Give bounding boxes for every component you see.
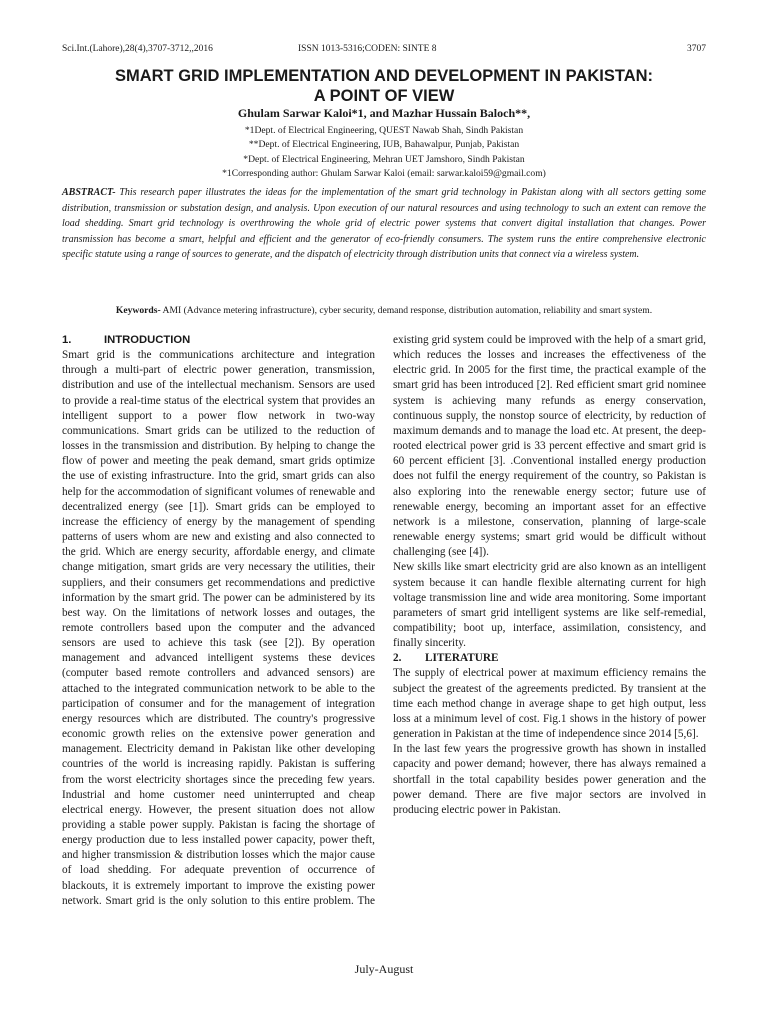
abstract-text: This research paper illustrates the ideas for the implementation of the smart grid technology in Pakistan along with all sectors getting some distribution, transmission or substation design, and analysis. Upon execution of our natural resources and using technology to such an extent can remove the load shedding. Smart grid technology is overthrowing the whole grid of electric power systems that convert digital installation that changes. Power transmission has become a smart, helpful and efficient and the generator of eco-friendly consumers. The system runs the entire comprehensive electronic specific statute using a range of sources to generate, and the dispatch of electricity through distribution units that connect via a wireless system. <box>62 187 706 260</box>
section-heading-literature <box>393 651 706 666</box>
corresponding-author: *1Corresponding author: Ghulam Sarwar Kaloi (email: sarwar.kaloi59@gmail.com) <box>222 168 546 180</box>
section-title: LITERATURE <box>425 652 499 665</box>
abstract <box>62 185 706 263</box>
literature-paragraph-1: The supply of electrical power at maximum efficiency remains the subject the greatest of the agreements predicted. By transient at the time each method change in average shape to get high output, less loss at a minimum level of cost. Fig.1 shows in the history of power generation in Pakistan at the time of independence since 2014 [5,6]. <box>393 667 706 741</box>
running-header <box>62 44 706 58</box>
abstract-label: ABSTRACT- <box>62 187 116 198</box>
page-number: 3707 <box>687 44 706 54</box>
literature-paragraph-2: In the last few years the progressive growth has shown in installed capacity and power demand; however, there has always remained a shortfall in the total capability besides power generation and the power demand. There are five major sectors are involved in producing electric power in Pakistan. <box>393 743 706 816</box>
title-line-1: SMART GRID IMPLEMENTATION AND DEVELOPMENT IN PAKISTAN: <box>114 67 654 85</box>
column-right <box>393 333 706 818</box>
intro-paragraph-1: Smart grid is the communications architecture and integration through a multi-part of electric power generation, transmission, distribution and use of the intellectual mechanism. Sensors are used to provide a real-time status of the electrical system that provides an intelligent support to a power flow network in two-way communications. Smart grids can be utilized to the reduction of losses in the transmission and distribution. By helping to change the flow of power and meeting the peak demand, smart grids optimize the use of existing infrastructure. Into the grid, smart grids can also help for the accommodation of significant volumes of renewable and decentralized energy (see [1]). Smart grids can be employed to increase the efficiency of energy by the management of spending patterns of users whom are new and existing and also connected to the grid. Which are energy security, affordable energy, and climate change mitigation, smart grids are very necessary the utilities, their suppliers, and their consumers get recommendations and predictive information by the smart grid. The power can be administered by its best way. On the limitations of network losses and outages, the remote controllers based upon the computer and the advanced sensors are used to achieve this task (see [2]). By operation management and advanced intelligent systems these devices (computer based remote controllers and advanced sensors) are attached to the integrated communication network to be able to the participation of consumer and for the management of integration energy resources which are distributed. The country's progressive economic growth relies on the extensive power generation and management. Electricity demand in Pakistan like other developing countries of the world is increasing rapidly. Pakistan is suffering from the worst electricity shortages since the preceding few years. Industrial and home customer need uninterrupted and cheap electrical energy. However, the present situation does not allow providing a stable power supply. Pakistan is facing the shortage of energy production due to less installed power capacity, power theft, and higher transmission & distribution losses which the major cause of load shedding. For adequate prevention of occurrence of blackouts, it is extremely important to improve the existing power network. Smart grid is the only solution to this entire problem. The <box>62 349 375 907</box>
affiliations <box>40 124 728 182</box>
section-number: 2. <box>393 652 402 665</box>
paper-title <box>40 66 728 106</box>
affiliation-2: **Dept. of Electrical Engineering, IUB, Bahawalpur, Punjab, Pakistan <box>248 139 520 151</box>
author-list: Ghulam Sarwar Kaloi*1, and Mazhar Hussain Baloch**, <box>237 106 531 120</box>
intro-paragraph-1-continued: existing grid system could be improved with the help of a smart grid, which reduces the losses and increases the effectiveness of the electric grid. In 2005 for the first time, the practical example of the smart grid has been introduced [2]. Red efficient smart grid nominee system is achieving many refunds as energy conservation, continuous supply, the nonstop source of electricity, by reduction of maximum demands and to manage the load etc. At present, the deep-rooted electrical power grid is 33 percent effective and smart grid is 60 percent efficient [3]. .Conventional installed energy production does not fulfil the energy requirement of the country, so Pakistan is also exploring into the renewable energy sector; future use of renewable energy, becoming an important asset for an effective network is a milestone, conservation, planning of large-scale renewable energy systems; smart grid would be difficult without challenging (see [4]). <box>393 334 706 559</box>
section-heading-introduction <box>62 333 375 348</box>
keywords-text: AMI (Advance metering infrastructure), cyber security, demand response, distribution automation, reliability and smart system. <box>162 305 653 316</box>
keywords-label: Keywords- <box>115 305 161 316</box>
section-title: INTRODUCTION <box>104 334 191 346</box>
column-left <box>62 333 375 909</box>
issue-footer: July-August <box>354 962 414 976</box>
section-number: 1. <box>62 334 72 346</box>
affiliation-1: *1Dept. of Electrical Engineering, QUEST Nawab Shah, Sindh Pakistan <box>244 125 524 136</box>
affiliation-3: *Dept. of Electrical Engineering, Mehran UET Jamshoro, Sindh Pakistan <box>243 153 525 165</box>
journal-citation: Sci.Int.(Lahore),28(4),3707-3712,,2016 <box>62 44 213 54</box>
title-line-2: A POINT OF VIEW <box>313 87 455 105</box>
intro-paragraph-2: New skills like smart electricity grid are also known as an intelligent system because it can handle flexible alternating current for high voltage transmission line and wide area monitoring. Some important parameters of smart grid intelligent systems are like self-remedial, compatibility; boot up, interface, assimilation, consistency, and finally sincerity. <box>393 561 706 650</box>
issn-coden: ISSN 1013-5316;CODEN: SINTE 8 <box>298 44 437 54</box>
keywords <box>80 304 688 318</box>
